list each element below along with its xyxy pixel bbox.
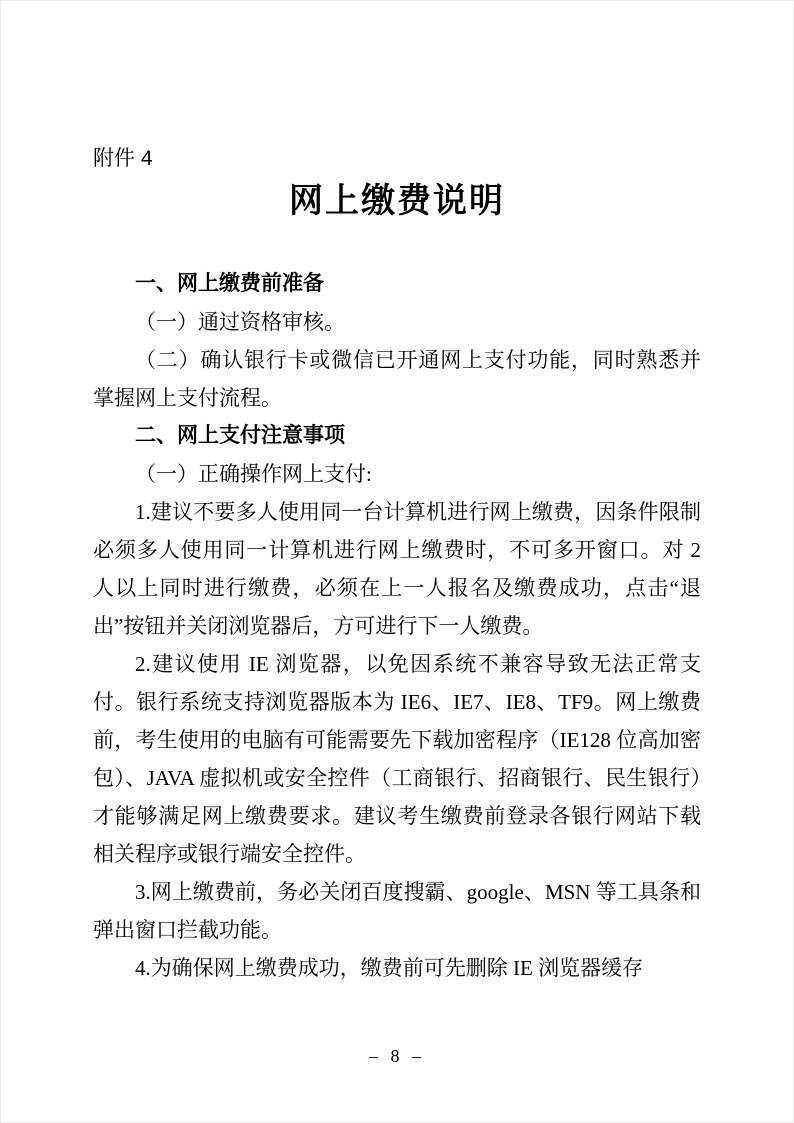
- paragraph: 3.网上缴费前，务必关闭百度搜霸、google、MSN 等工具条和弹出窗口拦截功能。: [93, 880, 701, 942]
- section-heading: 一、网上缴费前准备: [135, 272, 324, 295]
- paragraph: （一）通过资格审核。: [135, 310, 345, 334]
- paragraph: 4.为确保网上缴费成功，缴费前可先删除 IE 浏览器缓存: [135, 956, 644, 980]
- paragraph: （二）确认银行卡或微信已开通网上支付功能，同时熟悉并掌握网上支付流程。: [93, 348, 701, 410]
- paragraph: 2.建议使用 IE 浏览器，以免因系统不兼容导致无法正常支付。银行系统支持浏览器版本为 IE6、IE7、IE8、TF9。网上缴费前，考生使用的电脑有可能需要先下载加密程序（IE128 位高加密包）、JAVA 虚拟机或安全控件（工商银行、招商银行、民生银行）才能够满足网上缴费要求。建议考生缴费前登录各银行网站下载相关程序或银行端安全控件。: [93, 652, 701, 866]
- page-number: – 8 –: [369, 1046, 425, 1066]
- page-footer: [0, 1046, 794, 1067]
- paragraph: （一）正确操作网上支付:: [135, 462, 372, 486]
- document-body: [93, 265, 701, 987]
- paragraph: 1.建议不要多人使用同一台计算机进行网上缴费，因条件限制必须多人使用同一计算机进行网上缴费时，不可多开窗口。对 2 人以上同时进行缴费，必须在上一人报名及缴费成功，点击“退出”按钮并关闭浏览器后，方可进行下一人缴费。: [93, 500, 701, 638]
- section-heading: 二、网上支付注意事项: [135, 424, 345, 447]
- document-title: 网上缴费说明: [289, 183, 505, 220]
- attachment-label: 附件 4: [93, 147, 153, 170]
